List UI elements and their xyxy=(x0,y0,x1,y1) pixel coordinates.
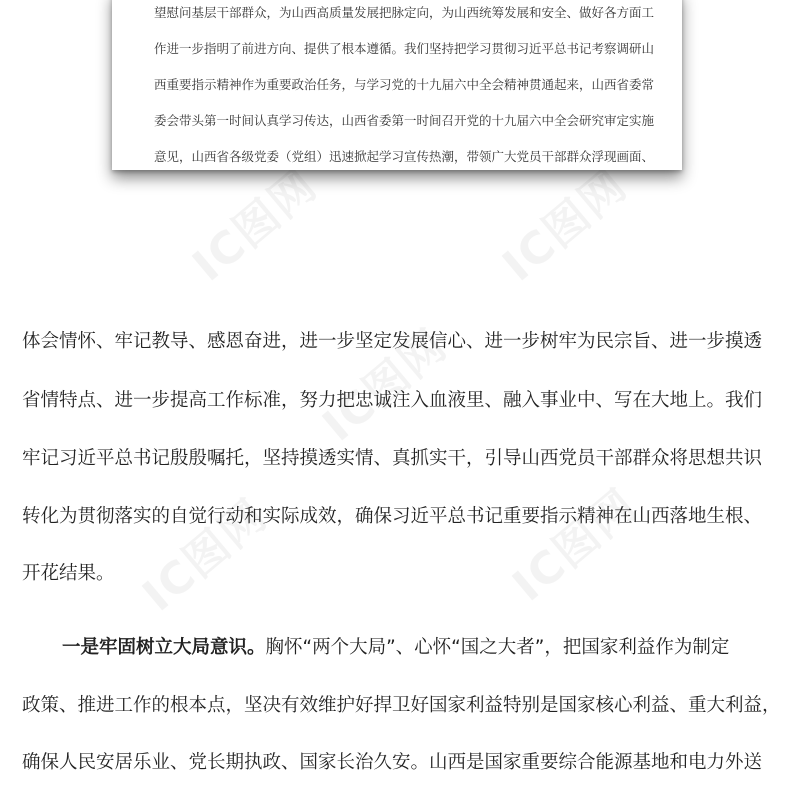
paragraph-line: 体会情怀、牢记教导、感恩奋进，进一步坚定发展信心、进一步树牢为民宗旨、进一步摸透 xyxy=(22,331,763,352)
paragraph-line: 牢记习近平总书记殷殷嘱托，坚持摸透实情、真抓实干，引导山西党员干部群众将思想共识 xyxy=(22,448,763,469)
paragraph-line: 开花结果。 xyxy=(22,563,115,584)
card-line: 作进一步指明了前进方向、提供了根本遵循。我们坚持把学习贯彻习近平总书记考察调研山 xyxy=(154,41,655,56)
watermark: IC图网 xyxy=(493,159,638,292)
card-line: 委会带头第一时间认真学习传达，山西省委第一时间召开党的十九届六中全会研究审定实施 xyxy=(154,113,655,128)
watermark: IC图网 xyxy=(133,489,278,622)
watermark: IC图网 xyxy=(313,319,458,452)
card-line: 望慰问基层干部群众，为山西高质量发展把脉定向，为山西统筹发展和安全、做好各方面工 xyxy=(154,5,655,20)
card-line: 西重要指示精神作为重要政治任务，与学习党的十九届六中全会精神贯通起来，山西省委常 xyxy=(154,77,655,92)
paragraph-line: 省情特点、进一步提高工作标准，努力把忠诚注入血液里、融入事业中、写在大地上。我们 xyxy=(22,390,763,411)
watermark: IC图网 xyxy=(503,479,648,612)
watermark: IC图网 xyxy=(183,159,328,292)
section-lead-heading: 一是牢固树立大局意识。 xyxy=(62,637,266,658)
paragraph-line: 确保人民安居乐业、党长期执政、国家长治久安。山西是国家重要综合能源基地和电力外送 xyxy=(22,752,763,773)
paragraph-text: 胸怀“两个大局”、心怀“国之大者”，把国家利益作为制定 xyxy=(265,637,730,658)
document-excerpt-card xyxy=(112,0,682,170)
paragraph-line xyxy=(62,636,729,660)
card-line: 意见，山西省各级党委（党组）迅速掀起学习宣传热潮，带领广大党员干部群众浮现画面、 xyxy=(154,149,655,164)
paragraph-line: 转化为贯彻落实的自觉行动和实际成效，确保习近平总书记重要指示精神在山西落地生根、 xyxy=(22,506,763,527)
paragraph-line: 政策、推进工作的根本点，坚决有效维护好捍卫好国家利益特别是国家核心利益、重大利益， xyxy=(22,695,781,716)
